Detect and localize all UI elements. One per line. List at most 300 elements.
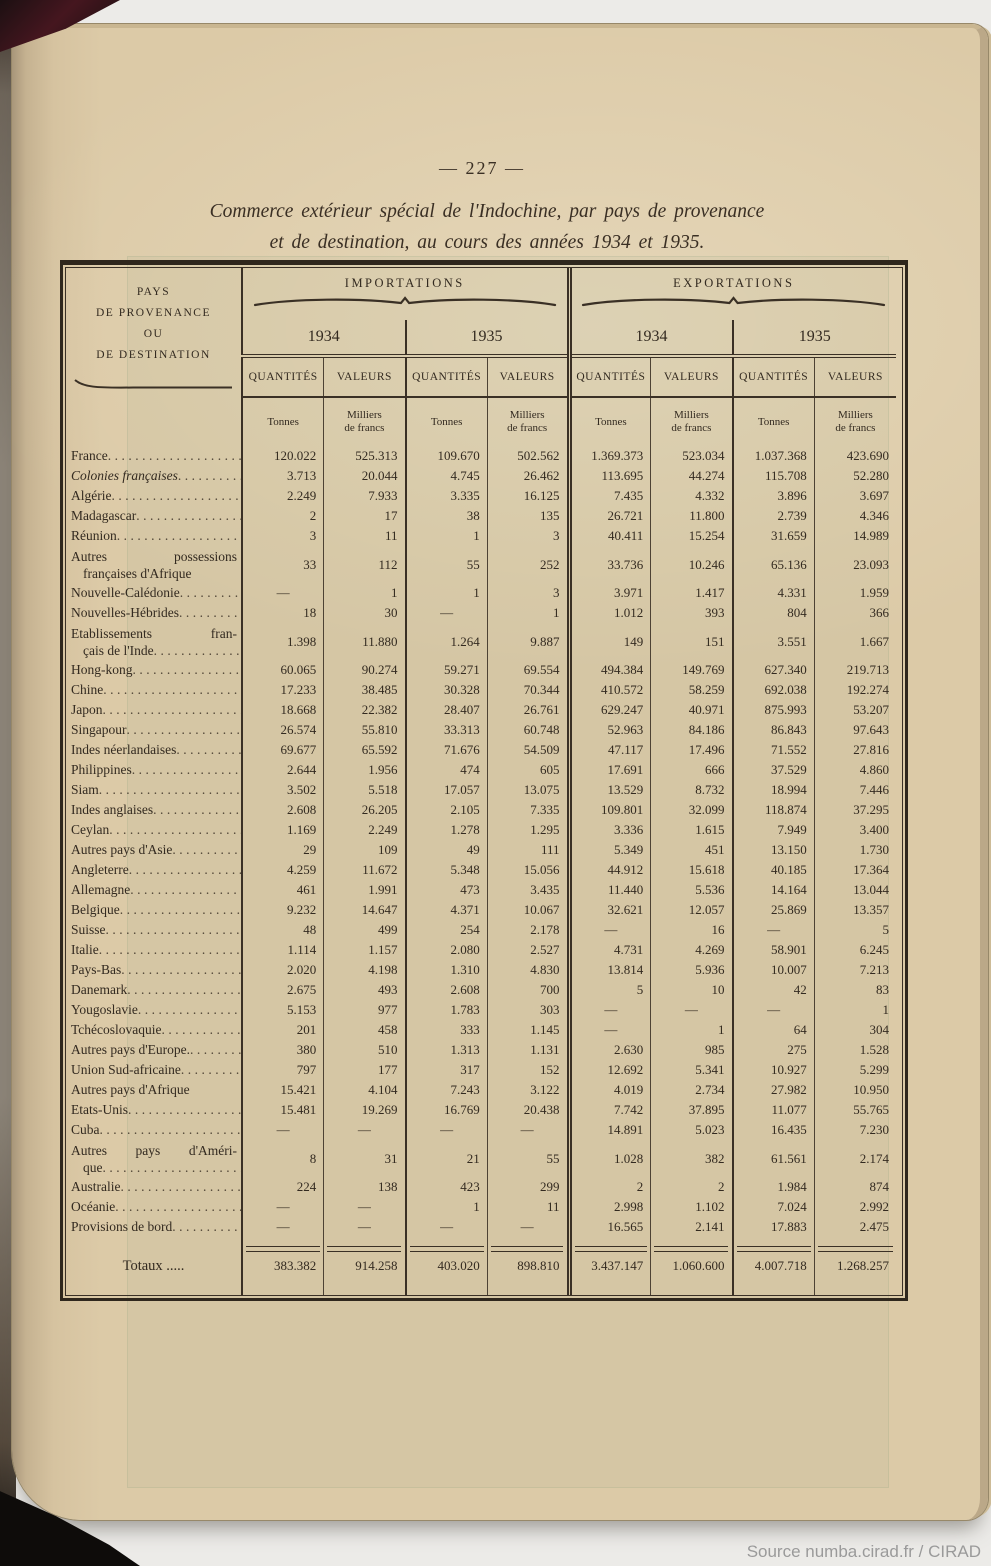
cell: 5.536 (651, 880, 733, 900)
total-cell: 3.437.147 (569, 1237, 651, 1295)
table-row (66, 1120, 896, 1140)
cell: 61.561 (733, 1140, 815, 1177)
cell: 40.971 (651, 700, 733, 720)
cell: 1 (406, 526, 488, 546)
cell: 20.438 (487, 1100, 569, 1120)
cell: 18.994 (733, 780, 815, 800)
cell: 14.891 (569, 1120, 651, 1140)
cell: 2.249 (242, 486, 324, 506)
cell: — (242, 583, 324, 603)
cell: 71.552 (733, 740, 815, 760)
cell: 1 (814, 1000, 896, 1020)
row-label: Belgique ..... (66, 900, 242, 920)
column-header-quantites: QUANTITÉS (733, 356, 815, 397)
cell: — (569, 1000, 651, 1020)
cell: 49 (406, 840, 488, 860)
cell: 1.028 (569, 1140, 651, 1177)
year-header: 1934 (242, 320, 406, 356)
cell: 797 (242, 1060, 324, 1080)
cell: 14.647 (324, 900, 406, 920)
cell: — (324, 1217, 406, 1237)
cell: 83 (814, 980, 896, 1000)
page-title (72, 196, 902, 258)
cell: 10.950 (814, 1080, 896, 1100)
cell: 151 (651, 623, 733, 660)
cell: 2 (569, 1177, 651, 1197)
cell: 1.313 (406, 1040, 488, 1060)
row-label: Danemark ..... (66, 980, 242, 1000)
cell: 11.880 (324, 623, 406, 660)
cell: 5.299 (814, 1060, 896, 1080)
cell: 875.993 (733, 700, 815, 720)
year-header: 1935 (406, 320, 570, 356)
cell: 977 (324, 1000, 406, 1020)
total-cell: 898.810 (487, 1237, 569, 1295)
cell: 366 (814, 603, 896, 623)
cell: 333 (406, 1020, 488, 1040)
cell: 10.927 (733, 1060, 815, 1080)
row-label: Allemagne ..... (66, 880, 242, 900)
row-label: Philippines ..... (66, 760, 242, 780)
table-row (66, 446, 896, 466)
cell: 86.843 (733, 720, 815, 740)
cell: 382 (651, 1140, 733, 1177)
row-label: Océanie ..... (66, 1197, 242, 1217)
cell: 31.659 (733, 526, 815, 546)
cell: 58.901 (733, 940, 815, 960)
unit-header: Milliers de francs (814, 397, 896, 446)
total-cell: 1.060.600 (651, 1237, 733, 1295)
cell: 6.245 (814, 940, 896, 960)
row-label: Siam ..... (66, 780, 242, 800)
table-row (66, 760, 896, 780)
header-line: OU (143, 328, 164, 340)
row-label: Madagascar ..... (66, 506, 242, 526)
rule-flourish (73, 378, 234, 390)
table-row (66, 860, 896, 880)
cell: 700 (487, 980, 569, 1000)
cell: 13.814 (569, 960, 651, 980)
cell: — (651, 1000, 733, 1020)
row-label: Australie ..... (66, 1177, 242, 1197)
cell: 1.310 (406, 960, 488, 980)
row-label: Yougoslavie ..... (66, 1000, 242, 1020)
cell: 38.485 (324, 680, 406, 700)
column-header-quantites: QUANTITÉS (569, 356, 651, 397)
cell: 5.936 (651, 960, 733, 980)
cell: 55.810 (324, 720, 406, 740)
cell: 9.232 (242, 900, 324, 920)
cell: — (242, 1217, 324, 1237)
cell: 17.883 (733, 1217, 815, 1237)
total-cell: 403.020 (406, 1237, 488, 1295)
column-header-quantites: QUANTITÉS (242, 356, 324, 397)
cell: 48 (242, 920, 324, 940)
cell: 109.670 (406, 446, 488, 466)
table-row (66, 940, 896, 960)
cell: 44.274 (651, 466, 733, 486)
cell: 52.280 (814, 466, 896, 486)
cell: 19.269 (324, 1100, 406, 1120)
row-label: Nouvelle-Calédonie ..... (66, 583, 242, 603)
cell: 5.341 (651, 1060, 733, 1080)
cell: 10.007 (733, 960, 815, 980)
cell: 65.136 (733, 546, 815, 583)
cell: 1.398 (242, 623, 324, 660)
table-row (66, 1080, 896, 1100)
cell: 38 (406, 506, 488, 526)
brace-rule (581, 296, 886, 308)
cell: 2.080 (406, 940, 488, 960)
cell: 47.117 (569, 740, 651, 760)
cell: 1.984 (733, 1177, 815, 1197)
cell: 11 (487, 1197, 569, 1217)
table-row (66, 583, 896, 603)
cell: 32.099 (651, 800, 733, 820)
cell: 1.264 (406, 623, 488, 660)
cell: 15.254 (651, 526, 733, 546)
column-header-quantites: QUANTITÉS (406, 356, 488, 397)
cell: 1 (324, 583, 406, 603)
cell: 111 (487, 840, 569, 860)
cell: 458 (324, 1020, 406, 1040)
cell: 64 (733, 1020, 815, 1040)
row-label: Réunion ..... (66, 526, 242, 546)
cell: 874 (814, 1177, 896, 1197)
row-label: Hong-kong ..... (66, 660, 242, 680)
cell: 18 (242, 603, 324, 623)
section-header-importations (242, 268, 569, 320)
table-row (66, 1040, 896, 1060)
cell: 2.675 (242, 980, 324, 1000)
cell: 1 (651, 1020, 733, 1040)
cell: 7.446 (814, 780, 896, 800)
cell: 4.830 (487, 960, 569, 980)
cell: 3.122 (487, 1080, 569, 1100)
row-label: Autres pays d'Améri- que ..... (66, 1140, 242, 1177)
cell: 1.169 (242, 820, 324, 840)
cell: 423.690 (814, 446, 896, 466)
cell: 2.105 (406, 800, 488, 820)
cell: 27.982 (733, 1080, 815, 1100)
unit-header: Milliers de francs (651, 397, 733, 446)
cell: 1.131 (487, 1040, 569, 1060)
cell: 1.991 (324, 880, 406, 900)
row-label: Ceylan ..... (66, 820, 242, 840)
cell: 109.801 (569, 800, 651, 820)
cell: 26.721 (569, 506, 651, 526)
cell: 201 (242, 1020, 324, 1040)
cell: 25.869 (733, 900, 815, 920)
cell: 14.164 (733, 880, 815, 900)
cell: 1.278 (406, 820, 488, 840)
cell: 3 (487, 583, 569, 603)
page-number: — 227 — (439, 158, 525, 178)
cell: — (733, 1000, 815, 1020)
cell: 60.748 (487, 720, 569, 740)
cell: 60.065 (242, 660, 324, 680)
cell: 1.295 (487, 820, 569, 840)
cell: 629.247 (569, 700, 651, 720)
cell: 224 (242, 1177, 324, 1197)
cell: 23.093 (814, 546, 896, 583)
cell: 149 (569, 623, 651, 660)
table-row (66, 466, 896, 486)
cell: 17.057 (406, 780, 488, 800)
cell: 120.022 (242, 446, 324, 466)
title-line-2: et de destination, au cours des années 1934 et 1935. (269, 232, 705, 253)
cell: 192.274 (814, 680, 896, 700)
cell: — (242, 1120, 324, 1140)
cell: 26.761 (487, 700, 569, 720)
row-label: Cuba ..... (66, 1120, 242, 1140)
cell: 31 (324, 1140, 406, 1177)
cell: 26.462 (487, 466, 569, 486)
cell: 2.998 (569, 1197, 651, 1217)
cell: 303 (487, 1000, 569, 1020)
cell: 37.529 (733, 760, 815, 780)
cell: 69.677 (242, 740, 324, 760)
unit-header: Tonnes (569, 397, 651, 446)
cell: 2.644 (242, 760, 324, 780)
cell: 4.332 (651, 486, 733, 506)
cell: 7.933 (324, 486, 406, 506)
column-header-valeurs: VALEURS (814, 356, 896, 397)
cell: — (733, 920, 815, 940)
cell: 474 (406, 760, 488, 780)
cell: 115.708 (733, 466, 815, 486)
cell: 84.186 (651, 720, 733, 740)
cell: 15.481 (242, 1100, 324, 1120)
cell: 1.114 (242, 940, 324, 960)
cell: 152 (487, 1060, 569, 1080)
cell: 59.271 (406, 660, 488, 680)
cell: 1.145 (487, 1020, 569, 1040)
cell: 55 (406, 546, 488, 583)
cell: 4.269 (651, 940, 733, 960)
table-row (66, 680, 896, 700)
cell: 3.336 (569, 820, 651, 840)
cell: 299 (487, 1177, 569, 1197)
header-line: DE PROVENANCE (95, 307, 211, 319)
cell: 20.044 (324, 466, 406, 486)
cell: 2 (242, 506, 324, 526)
cell: 13.529 (569, 780, 651, 800)
cell: 135 (487, 506, 569, 526)
cell: 70.344 (487, 680, 569, 700)
header-line: PAYS (136, 286, 171, 298)
unit-header: Milliers de francs (487, 397, 569, 446)
cell: 37.895 (651, 1100, 733, 1120)
cell: 21 (406, 1140, 488, 1177)
cell: 15.421 (242, 1080, 324, 1100)
cell: 4.860 (814, 760, 896, 780)
row-label: Tchécoslovaquie ..... (66, 1020, 242, 1040)
row-label: Italie ..... (66, 940, 242, 960)
cell: 17.364 (814, 860, 896, 880)
cell: 28.407 (406, 700, 488, 720)
cell: 4.745 (406, 466, 488, 486)
cell: 4.371 (406, 900, 488, 920)
cell: 1 (406, 583, 488, 603)
cell: 14.989 (814, 526, 896, 546)
cell: 33 (242, 546, 324, 583)
table-row (66, 486, 896, 506)
cell: 113.695 (569, 466, 651, 486)
column-header-valeurs: VALEURS (651, 356, 733, 397)
section-header-exportations (569, 268, 896, 320)
cell: 13.075 (487, 780, 569, 800)
cell: 8 (242, 1140, 324, 1177)
cell: 149.769 (651, 660, 733, 680)
cell: 2.608 (242, 800, 324, 820)
cell: 2.178 (487, 920, 569, 940)
table-row (66, 1100, 896, 1120)
table-row (66, 1000, 896, 1020)
cell: 4.731 (569, 940, 651, 960)
row-label: Japon ..... (66, 700, 242, 720)
cell: 804 (733, 603, 815, 623)
cell: 7.742 (569, 1100, 651, 1120)
cell: 138 (324, 1177, 406, 1197)
cell: 4.259 (242, 860, 324, 880)
table-row (66, 603, 896, 623)
table-body (66, 446, 896, 1295)
total-cell: 1.268.257 (814, 1237, 896, 1295)
cell: 16.565 (569, 1217, 651, 1237)
cell: 423 (406, 1177, 488, 1197)
unit-header: Tonnes (733, 397, 815, 446)
cell: — (406, 603, 488, 623)
cell: 69.554 (487, 660, 569, 680)
cell: — (324, 1120, 406, 1140)
cell: 494.384 (569, 660, 651, 680)
table-row (66, 840, 896, 860)
cell: 27.816 (814, 740, 896, 760)
cell: 7.213 (814, 960, 896, 980)
cell: 52.963 (569, 720, 651, 740)
footer-source: Source numba.cirad.fr / CIRAD (746, 1542, 981, 1561)
table-row (66, 960, 896, 980)
cell: 473 (406, 880, 488, 900)
table-row (66, 800, 896, 820)
cell: — (569, 920, 651, 940)
cell: 40.411 (569, 526, 651, 546)
cell: 65.592 (324, 740, 406, 760)
cell: 71.676 (406, 740, 488, 760)
cell: 1.956 (324, 760, 406, 780)
cell: 499 (324, 920, 406, 940)
cell: 1.417 (651, 583, 733, 603)
cell: 605 (487, 760, 569, 780)
cell: — (569, 1020, 651, 1040)
cell: 410.572 (569, 680, 651, 700)
table-row (66, 506, 896, 526)
cell: 2.739 (733, 506, 815, 526)
cell: 3 (242, 526, 324, 546)
cell: 525.313 (324, 446, 406, 466)
cell: 1.959 (814, 583, 896, 603)
cell: 3.713 (242, 466, 324, 486)
cell: 5 (814, 920, 896, 940)
table-row (66, 1197, 896, 1217)
cell: 5 (569, 980, 651, 1000)
cell: 461 (242, 880, 324, 900)
cell: 55 (487, 1140, 569, 1177)
row-label: Provisions de bord ..... (66, 1217, 242, 1237)
cell: 58.259 (651, 680, 733, 700)
cell: 1.783 (406, 1000, 488, 1020)
cell: 502.562 (487, 446, 569, 466)
cell: 2.527 (487, 940, 569, 960)
cell: 9.887 (487, 623, 569, 660)
cell: 37.295 (814, 800, 896, 820)
cell: 11.800 (651, 506, 733, 526)
cell: 254 (406, 920, 488, 940)
cell: 1 (406, 1197, 488, 1217)
cell: 3.896 (733, 486, 815, 506)
title-line-1: Commerce extérieur spécial de l'Indochine, par pays de provenance (209, 201, 765, 222)
cell: 7.335 (487, 800, 569, 820)
cell: 1 (487, 603, 569, 623)
cell: 510 (324, 1040, 406, 1060)
cell: 2.608 (406, 980, 488, 1000)
cell: 5.518 (324, 780, 406, 800)
cell: 12.057 (651, 900, 733, 920)
cell: 42 (733, 980, 815, 1000)
cell: 3.400 (814, 820, 896, 840)
column-header-valeurs: VALEURS (487, 356, 569, 397)
total-cell: 383.382 (242, 1237, 324, 1295)
row-label: Autres pays d'Europe. ..... (66, 1040, 242, 1060)
header-line: DE DESTINATION (96, 349, 211, 361)
cell: 275 (733, 1040, 815, 1060)
cell: 3.335 (406, 486, 488, 506)
section-label: EXPORTATIONS (673, 276, 795, 290)
cell: 493 (324, 980, 406, 1000)
cell: 451 (651, 840, 733, 860)
table-row (66, 546, 896, 583)
table-row (66, 526, 896, 546)
column-header-valeurs: VALEURS (324, 356, 406, 397)
cell: 32.621 (569, 900, 651, 920)
cell: 17.691 (569, 760, 651, 780)
cell: 109 (324, 840, 406, 860)
cell: 13.044 (814, 880, 896, 900)
cell: 90.274 (324, 660, 406, 680)
cell: 692.038 (733, 680, 815, 700)
cell: 4.346 (814, 506, 896, 526)
table-row (66, 820, 896, 840)
cell: 523.034 (651, 446, 733, 466)
row-label: Union Sud-africaine ..... (66, 1060, 242, 1080)
cell: 15.056 (487, 860, 569, 880)
cell: 16.125 (487, 486, 569, 506)
cell: 317 (406, 1060, 488, 1080)
cell: 627.340 (733, 660, 815, 680)
table-row (66, 900, 896, 920)
totals-label: Totaux ..... (122, 1257, 185, 1274)
total-cell: 4.007.718 (733, 1237, 815, 1295)
cell: 30.328 (406, 680, 488, 700)
trade-table (66, 268, 896, 1295)
cell: 112 (324, 546, 406, 583)
cell: 2.475 (814, 1217, 896, 1237)
cell: 12.692 (569, 1060, 651, 1080)
cell: 8.732 (651, 780, 733, 800)
row-label: Singapour ..... (66, 720, 242, 740)
unit-header: Tonnes (242, 397, 324, 446)
